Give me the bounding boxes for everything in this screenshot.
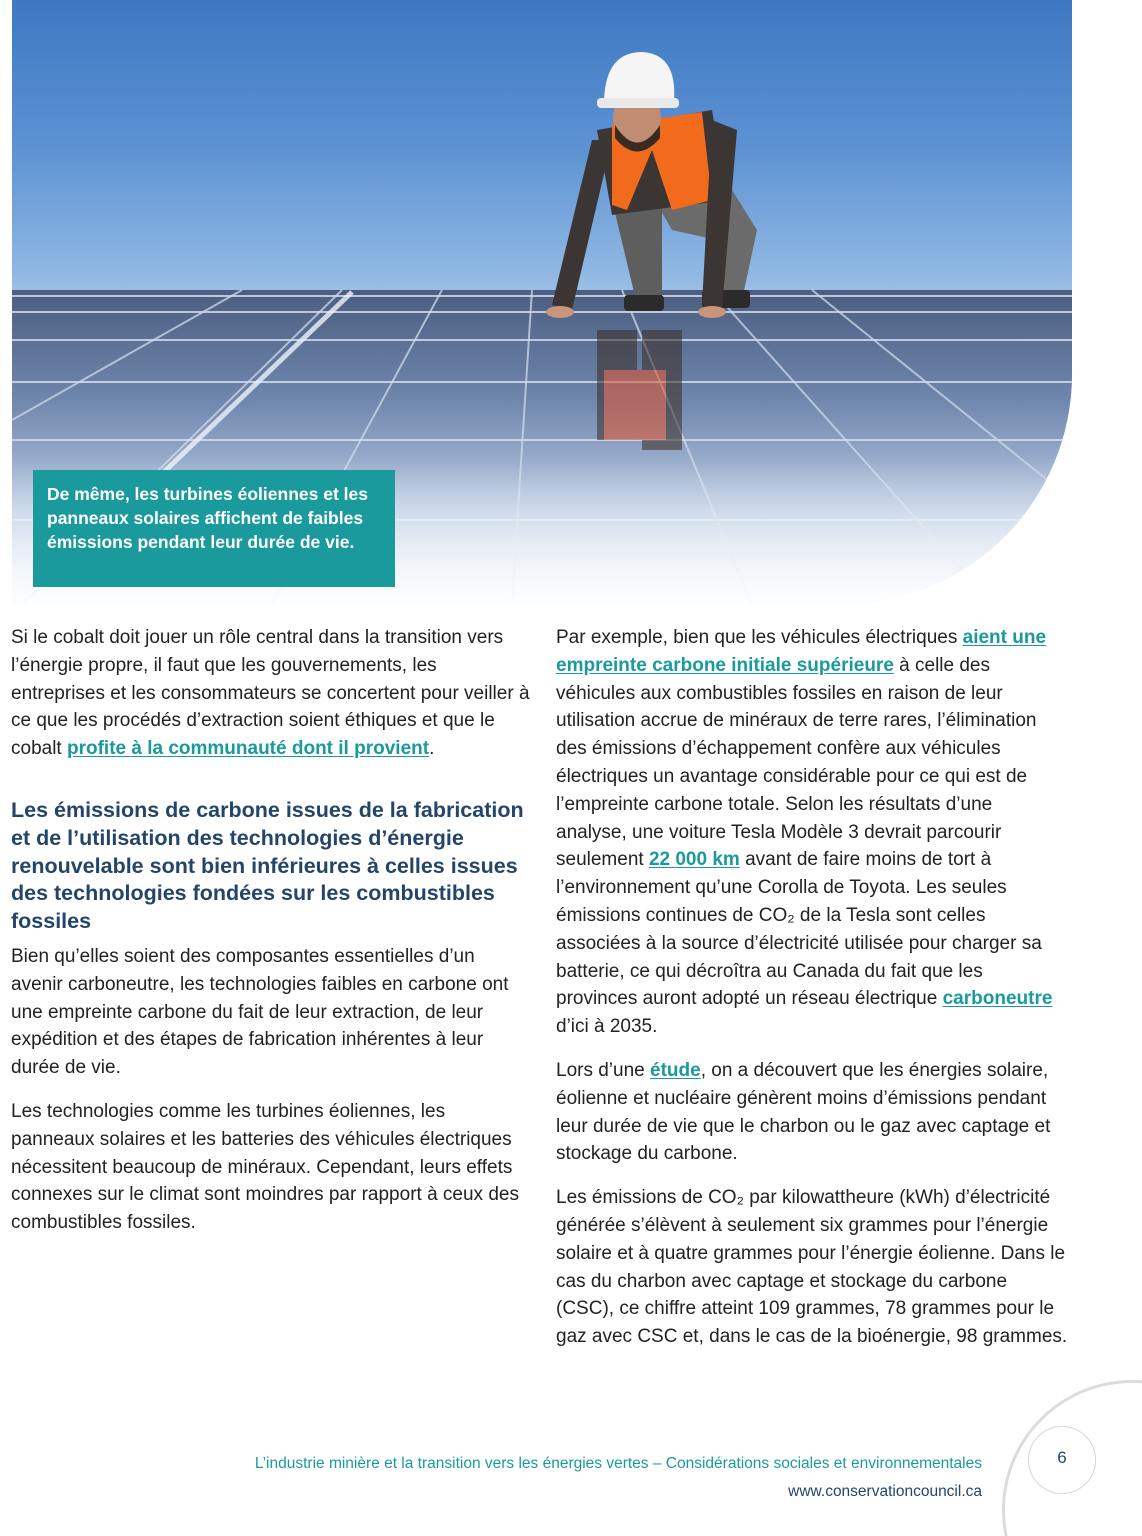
- paragraph-ev-example: Par exemple, bien que les véhicules électriques aient une empreinte carbone initiale supérieure à celle des véhicules aux combustibles fossiles en raison de leur utilisation accrue de minéraux de terre rares, l’élimination des émissions d’échappement confère aux véhicules électriques un avantage considérable pour ce qui est de l’empreinte carbone totale. Selon les résultats d’une analyse, une voiture Tesla Modèle 3 devrait parcourir seulement 22 000 km avant de faire moins de tort à l’environnement qu’une Corolla de Toyota. Les seules émissions continues de CO₂ de la Tesla sont celles associées à la source d’électricité utilisée pour charger sa batterie, ce qui décroîtra au Canada du fait que les provinces auront adopté un réseau électrique carboneutre d’ici à 2035.: [556, 627, 1053, 1038]
- paragraph-co2-per-kwh: Les émissions de CO₂ par kilowattheure (kWh) d’électricité générée s’élèvent à seulement six grammes pour l’énergie solaire et à quatre grammes pour l’énergie éolienne. Dans le cas du charbon avec captage et stockage du carbone (CSC), ce chiffre atteint 109 grammes, 78 grammes pour le gaz avec CSC et, dans le cas de la bioénergie, 98 grammes.: [556, 1187, 1068, 1348]
- worker-figure: [546, 52, 757, 318]
- paragraph-low-carbon: Bien qu’elles soient des composantes essentielles d’un avenir carboneutre, les technologies faibles en carbone ont une empreinte carbone du fait de leur extraction, de leur expédition et des étapes de fabrication inhérentes à leur durée de vie.: [11, 945, 509, 1079]
- hero-photo: [12, 0, 1072, 604]
- paragraph-study: Lors d’une étude, on a découvert que les énergies solaire, éolienne et nucléaire génèrent moins d’émissions pendant leur durée de vie que le charbon ou le gaz avec captage et stockage du carbone.: [556, 1059, 1051, 1165]
- left-column: [11, 624, 531, 1253]
- link-empreinte-initiale[interactable]: aient une empreinte carbone initiale supérieure: [556, 627, 1047, 676]
- link-profite-communaute[interactable]: profite à la communauté dont il provient: [66, 738, 430, 760]
- photo-caption: De même, les turbines éoliennes et les panneaux solaires affichent de faibles émissions pendant leur durée de vie.: [33, 470, 395, 587]
- right-column: [556, 624, 1068, 1367]
- paragraph-cobalt: Si le cobalt doit jouer un rôle central dans la transition vers l’énergie propre, il faut que les gouvernements, les entreprises et les consommateurs se concertent pour veiller à ce que les procédés d’extraction soient éthiques et que le cobalt profite à la communauté dont il provient.: [11, 627, 530, 760]
- footer-url[interactable]: www.conservationcouncil.ca: [788, 1483, 982, 1500]
- footer-title: L’industrie minière et la transition vers les énergies vertes – Considérations sociales et environnementales: [254, 1455, 982, 1472]
- link-etude[interactable]: étude: [650, 1059, 701, 1081]
- paragraph-minerals: Les technologies comme les turbines éoliennes, les panneaux solaires et les batteries des véhicules électriques nécessitent beaucoup de minéraux. Cependant, leurs effets connexes sur le climat sont moindres par rapport à ceux des combustibles fossiles.: [11, 1100, 519, 1234]
- page-number: 6: [1057, 1448, 1067, 1467]
- section-heading: Les émissions de carbone issues de la fabrication et de l’utilisation des technologies d’énergie renouvelable sont bien inférieures à celles issues des technologies fondées sur les combustibles fossiles: [11, 797, 524, 934]
- link-22000-km[interactable]: 22 000 km: [648, 849, 740, 871]
- link-carboneutre[interactable]: carboneutre: [942, 988, 1053, 1010]
